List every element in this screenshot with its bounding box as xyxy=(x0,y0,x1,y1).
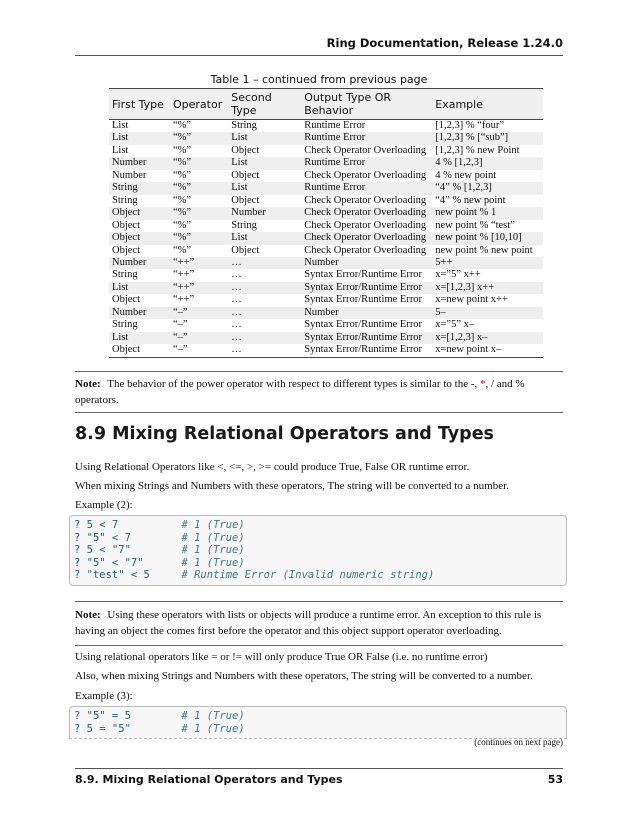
table-cell: String xyxy=(109,182,170,194)
code-comment: # 1 (True) xyxy=(181,722,245,735)
table-row xyxy=(109,257,543,269)
code-comment: # Runtime Error (Invalid numeric string) xyxy=(181,569,435,582)
table-cell: … xyxy=(228,344,301,357)
code-block-example-2 xyxy=(69,515,567,586)
table-cell: List xyxy=(109,332,170,344)
table-caption: Table 1 – continued from previous page xyxy=(210,73,428,86)
paragraph: Using Relational Operators like <, <=, >, >= could produce True, False OR runtime error. xyxy=(75,461,470,473)
table-cell: … xyxy=(231,319,242,331)
table-cell: Number xyxy=(301,307,432,319)
table-cell: Number xyxy=(228,207,301,219)
table-cell: “%” xyxy=(170,182,228,194)
code-statement: ? "5" = 5 xyxy=(74,710,131,722)
table-cell: “%” xyxy=(173,244,192,256)
paragraph: Also, when mixing Strings and Numbers with these operators, The string will be converted to a number. xyxy=(75,670,533,682)
note-text-end: , / and % operators. xyxy=(75,378,525,406)
table-cell: Runtime Error xyxy=(301,182,432,194)
table-cell: Syntax Error/Runtime Error xyxy=(304,319,423,331)
table-cell: … xyxy=(228,257,301,269)
table-cell: x=[1,2,3] x– xyxy=(432,332,543,344)
table-cell: Object xyxy=(109,344,170,357)
code-statement: ? 5 < 7 xyxy=(74,519,119,531)
code-line xyxy=(74,710,566,723)
table-cell: String xyxy=(112,269,138,281)
table-row xyxy=(109,232,543,244)
footer-divider xyxy=(75,768,563,769)
table-cell: [1,2,3] % [“sub”] xyxy=(432,132,543,144)
table-cell: Syntax Error/Runtime Error xyxy=(301,344,432,357)
table-cell: Check Operator Overloading xyxy=(304,194,427,206)
table-cell: Check Operator Overloading xyxy=(304,144,427,156)
table-cell: “–” xyxy=(170,332,228,344)
table-cell: Syntax Error/Runtime Error xyxy=(301,282,432,294)
table-cell: List xyxy=(109,282,170,294)
code-spacing xyxy=(131,710,182,722)
code-comment: # 1 (True) xyxy=(181,531,245,544)
table-cell: Object xyxy=(231,144,260,156)
code-spacing xyxy=(150,569,182,581)
table-cell: Object xyxy=(231,169,260,181)
table-row xyxy=(109,294,543,306)
column-header: Second Type xyxy=(228,89,301,120)
code-comment: # 1 (True) xyxy=(181,544,245,557)
table-cell: “%” xyxy=(170,232,228,244)
table-cell: new point % [10,10] xyxy=(432,232,543,244)
paragraph: Using relational operators like = or != will only produce True OR False (i.e. no runtime error) xyxy=(75,651,488,663)
table-cell: “–” xyxy=(170,344,228,357)
power-operator-note xyxy=(75,371,563,413)
table-cell: Check Operator Overloading xyxy=(304,169,427,181)
code-line xyxy=(74,519,566,532)
column-header: Operator xyxy=(170,89,228,120)
note-label: Note: xyxy=(75,609,101,621)
table-cell: x=”5” x++ xyxy=(435,269,481,281)
table-row xyxy=(109,319,543,331)
table-row xyxy=(109,307,543,319)
table-row xyxy=(109,145,543,157)
table-cell: Object xyxy=(231,194,260,206)
table-cell: “%” xyxy=(173,144,192,156)
code-spacing xyxy=(131,723,182,735)
table-cell: Object xyxy=(112,244,140,256)
code-statement: ? 5 = "5" xyxy=(74,722,131,735)
table-cell: 4 % [1,2,3] xyxy=(432,157,543,169)
table-cell: “4” % [1,2,3] xyxy=(432,182,543,194)
table-cell: new point % new point xyxy=(435,244,533,256)
table-row xyxy=(109,344,543,357)
note-text: The behavior of the power operator with respect to different types is similar to the -, xyxy=(107,378,478,390)
table-header-row xyxy=(109,89,543,120)
table-cell: Runtime Error xyxy=(301,157,432,169)
table-cell: List xyxy=(228,182,301,194)
table-cell: Number xyxy=(301,257,432,269)
table-cell: “++” xyxy=(170,282,228,294)
table-cell: Object xyxy=(109,232,170,244)
table-cell: … xyxy=(231,294,242,306)
table-row xyxy=(109,170,543,182)
table-cell: “%” xyxy=(170,132,228,144)
table-cell: Syntax Error/Runtime Error xyxy=(304,269,423,281)
table-cell: List xyxy=(228,132,301,144)
example-label: Example (3): xyxy=(75,690,133,702)
table-cell: Runtime Error xyxy=(301,132,432,144)
table-cell: 5– xyxy=(432,307,543,319)
table-row xyxy=(109,157,543,169)
code-line xyxy=(74,557,566,570)
table-cell: Check Operator Overloading xyxy=(304,244,427,256)
note-label: Note: xyxy=(75,378,101,390)
header-divider xyxy=(75,55,563,56)
table-cell: Syntax Error/Runtime Error xyxy=(304,294,423,306)
table-cell: Check Operator Overloading xyxy=(301,207,432,219)
table-cell: List xyxy=(109,132,170,144)
table-cell: Object xyxy=(112,294,140,306)
code-spacing xyxy=(131,544,182,556)
table-cell: [1,2,3] % “four” xyxy=(435,120,505,131)
table-cell: x=new point x– xyxy=(432,344,543,357)
table-row xyxy=(109,182,543,194)
table-cell: List xyxy=(112,120,129,131)
table-cell: String xyxy=(112,194,138,206)
table-cell: Number xyxy=(109,257,170,269)
table-cell: x=”5” x– xyxy=(435,319,475,331)
table-cell: “%” xyxy=(170,157,228,169)
table-cell: new point % 1 xyxy=(432,207,543,219)
table-cell: 5++ xyxy=(432,257,543,269)
table-cell: “%” xyxy=(173,194,192,206)
table-cell: Check Operator Overloading xyxy=(304,219,427,231)
code-statement: ? 5 < "7" xyxy=(74,544,131,557)
table-cell: “%” xyxy=(170,207,228,219)
code-comment: # 1 (True) xyxy=(181,710,245,722)
table-cell: [1,2,3] % new Point xyxy=(435,144,520,156)
table-cell: Number xyxy=(109,157,170,169)
table-cell: List xyxy=(228,157,301,169)
code-spacing xyxy=(131,532,182,544)
code-line xyxy=(74,532,566,545)
table-row xyxy=(109,245,543,257)
table-cell: Object xyxy=(112,219,140,231)
table-cell: List xyxy=(112,144,129,156)
table-cell: x=new point x++ xyxy=(435,294,508,306)
code-line xyxy=(74,544,566,557)
running-header: Ring Documentation, Release 1.24.0 xyxy=(326,36,563,50)
note-star-symbol: * xyxy=(479,378,486,390)
table-row xyxy=(109,220,543,232)
table-cell: “–” xyxy=(173,319,188,331)
code-spacing xyxy=(144,557,182,569)
table-cell: Runtime Error xyxy=(304,120,366,131)
code-comment: # 1 (True) xyxy=(181,556,245,569)
table-row xyxy=(109,120,543,133)
code-statement: ? "test" < 5 xyxy=(74,569,150,582)
table-cell: “–” xyxy=(170,307,228,319)
table-row xyxy=(109,332,543,344)
table-cell: x=[1,2,3] x++ xyxy=(432,282,543,294)
code-comment: # 1 (True) xyxy=(181,519,245,531)
table-cell: Number xyxy=(109,307,170,319)
table-cell: List xyxy=(228,232,301,244)
table-cell: “++” xyxy=(170,257,228,269)
table-row xyxy=(109,282,543,294)
table-cell: String xyxy=(231,120,257,131)
table-cell: … xyxy=(228,307,301,319)
code-statement: ? "5" < 7 xyxy=(74,531,131,544)
table-cell: … xyxy=(228,282,301,294)
code-line xyxy=(74,723,566,736)
table-row xyxy=(109,132,543,144)
table-cell: 4 % new point xyxy=(435,169,497,181)
continues-note: (continues on next page) xyxy=(474,737,563,747)
table-cell: “4” % new point xyxy=(435,194,506,206)
column-header: Example xyxy=(432,89,543,120)
code-line xyxy=(74,569,566,582)
table-cell: String xyxy=(231,219,257,231)
table-cell: “%” xyxy=(173,120,192,131)
table-row xyxy=(109,207,543,219)
section-heading: 8.9 Mixing Relational Operators and Types xyxy=(75,424,494,444)
paragraph: When mixing Strings and Numbers with these operators, The string will be converted to a number. xyxy=(75,480,509,492)
table-cell: Number xyxy=(112,169,147,181)
table-row xyxy=(109,195,543,207)
table-cell: … xyxy=(231,269,242,281)
table-cell: String xyxy=(112,319,138,331)
table-cell: … xyxy=(228,332,301,344)
table-cell: Check Operator Overloading xyxy=(301,232,432,244)
table-cell: Object xyxy=(109,207,170,219)
code-block-example-3 xyxy=(69,706,567,739)
table-cell: new point % “test” xyxy=(435,219,515,231)
note-text: Using these operators with lists or objects will produce a runtime error. An exception to this rule is having an object the comes first before the operator and this object support operator overloading. xyxy=(75,609,542,637)
operator-type-table xyxy=(109,88,543,358)
code-statement: ? "5" < "7" xyxy=(74,556,144,569)
table-cell: “++” xyxy=(173,269,195,281)
example-label: Example (2): xyxy=(75,499,133,511)
footer-section-title: 8.9. Mixing Relational Operators and Types xyxy=(75,773,343,786)
table-cell: Object xyxy=(231,244,260,256)
table-row xyxy=(109,269,543,281)
page-number: 53 xyxy=(547,773,563,786)
column-header: Output Type OR Behavior xyxy=(301,89,432,120)
relational-operators-note xyxy=(75,601,563,646)
table-cell: “++” xyxy=(173,294,195,306)
table-cell: “%” xyxy=(173,219,192,231)
table-cell: Syntax Error/Runtime Error xyxy=(301,332,432,344)
table-cell: “%” xyxy=(173,169,192,181)
column-header: First Type xyxy=(109,89,170,120)
code-spacing xyxy=(118,519,181,531)
